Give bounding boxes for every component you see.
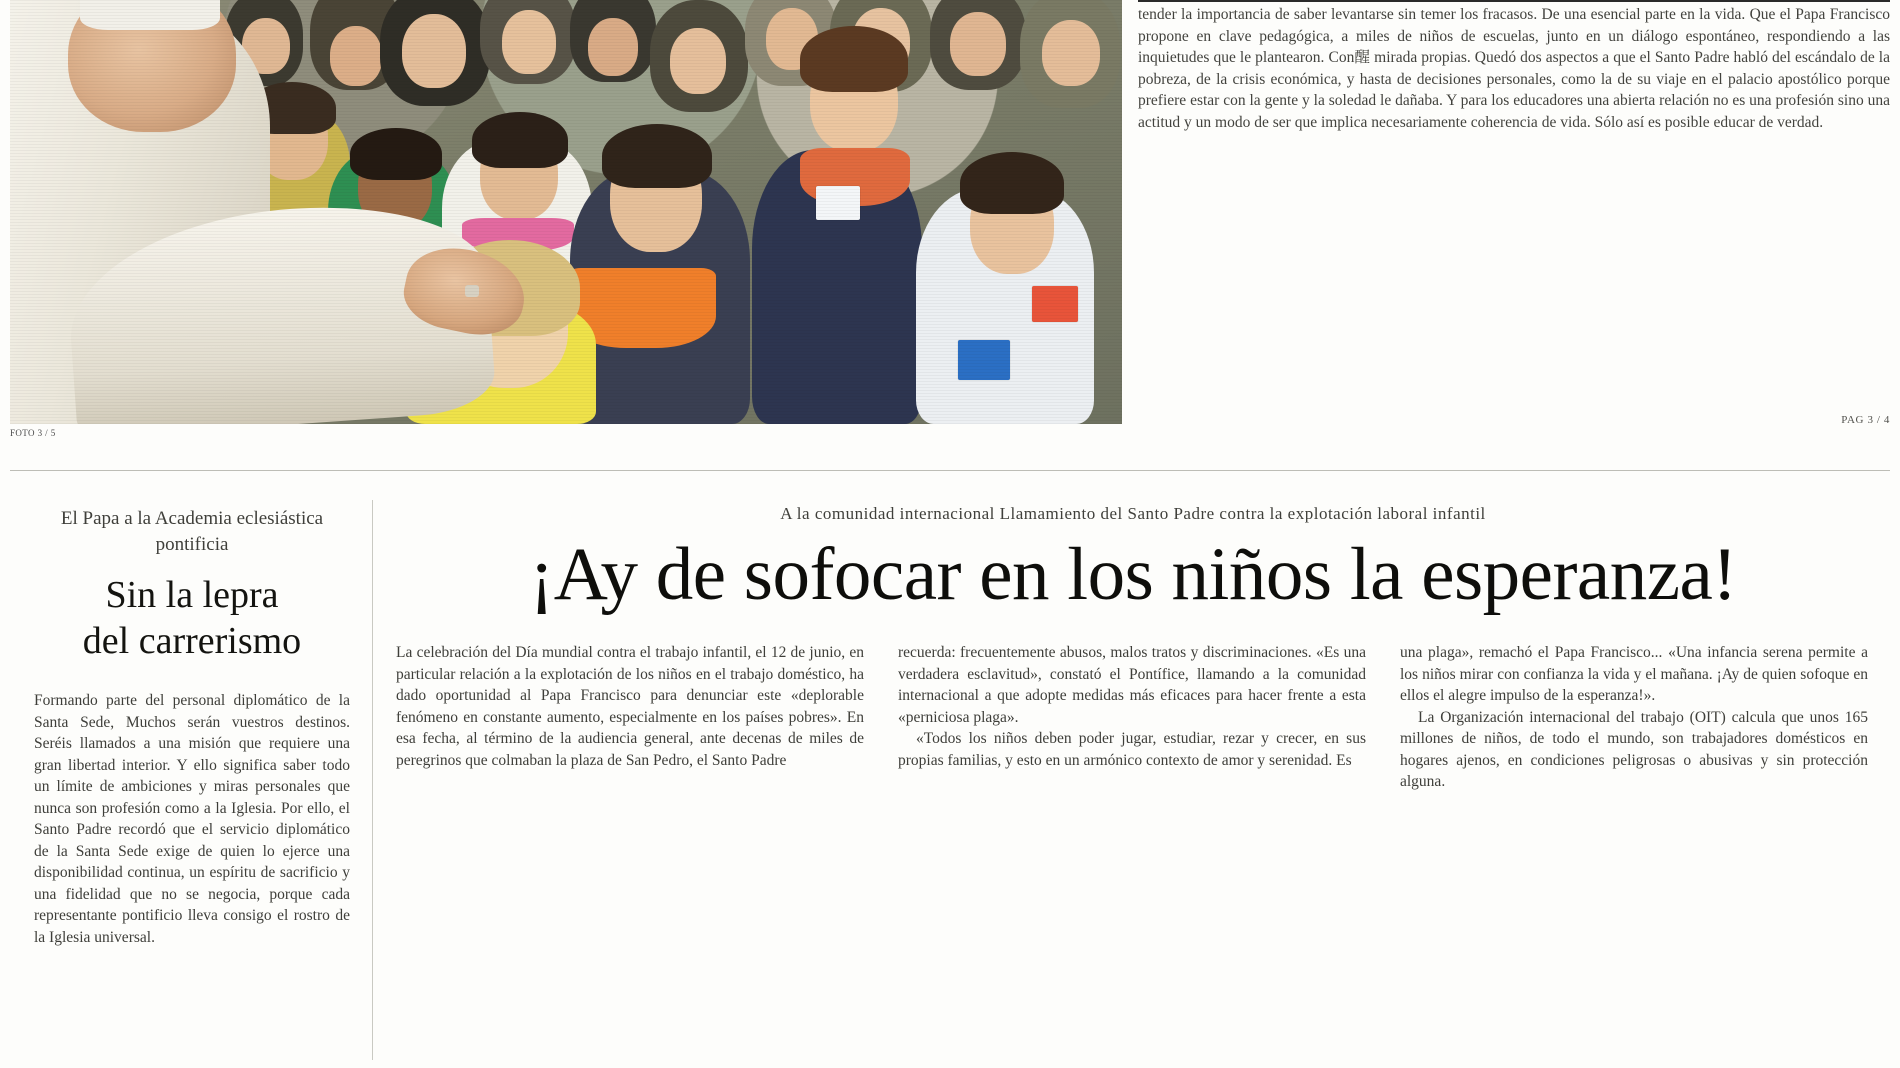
top-right-signature: PAG 3 / 4 <box>1841 414 1890 426</box>
main-column-1 <box>396 642 864 942</box>
paragraph: una plaga», remachó el Papa Francisco... «Una infancia serena permite a los niños mirar con confianza la vida y el mañana. ¡Ay de quien sofoque en ellos el alegre impulso de la esperanza!». <box>1400 644 1868 704</box>
column-rule <box>1138 0 1890 2</box>
main-article-kicker: A la comunidad internacional Llamamiento del Santo Padre contra la explotación laboral infantil <box>780 504 1486 523</box>
paragraph: La Organización internacional del trabajo (OIT) calcula que unos 165 millones de niños, de todo el mundo, son trabajadores domésticos en hogares ajenos, en condiciones peligrosas o abusivas y sin protección alguna. <box>1400 708 1868 790</box>
left-article-body: Formando parte del personal diplomático de la Santa Sede, Muchos serán vuestros destinos. Seréis llamados a una misión que requiere una gran libertad interior. Y ello significa saber todo un límite de ambiciones y miras personales que nunca son profesión como a la Iglesia. Por ello, el Santo Padre recordó que el servicio diplomático de la Santa Sede exige de quien lo ejerce una disponibilidad continua, un espíritu de sacrificio y una fidelidad que no se negocia, porque cada representante pontificio lleva consigo el rostro de la Iglesia universal. <box>34 692 350 946</box>
paragraph: recuerda: frecuentemente abusos, malos tratos y discriminaciones. «Es una verdadera esclavitud», constató el Pontífice, llamando a la comunidad internacional a que adopte medidas más eficaces para hacer frente a esta «perniciosa plaga». <box>898 644 1366 726</box>
photo-canvas <box>10 0 1122 424</box>
vertical-rule <box>372 500 373 1060</box>
main-article <box>396 504 1870 942</box>
left-article-headline <box>34 572 350 664</box>
main-column-3 <box>1400 642 1868 942</box>
pope-with-children-photo <box>10 0 1122 424</box>
left-headline-line-2: del carrerismo <box>82 620 302 662</box>
main-article-headline: ¡Ay de sofocar en los niños la esperanza! <box>529 533 1737 616</box>
left-headline-line-1: Sin la lepra <box>105 574 279 616</box>
main-column-2 <box>898 642 1366 942</box>
photo-credit: FOTO 3 / 5 <box>10 428 56 438</box>
bottom-section <box>0 486 1900 1068</box>
top-right-column <box>1138 0 1890 440</box>
main-article-columns <box>396 642 1870 942</box>
paragraph: «Todos los niños deben poder jugar, estudiar, rezar y crecer, en sus propias familias, y esto en un armónico contexto de amor y serenidad. Es <box>898 730 1366 769</box>
left-article <box>34 506 350 1050</box>
top-right-body: tender la importancia de saber levantarse sin temer los fracasos. De una esencial parte en la vida. Que el Papa Francisco propone en clave pedagógica, a miles de niños de escuelas, junto en un diálogo espontáneo, respondiendo a las inquietudes que le plantearon. Con醒 mirada propias. Quedó dos aspectos a que el Santo Padre habló del escándalo de la pobreza, de la crisis económica, y hasta de decisiones personales, como la de su viaje en el palacio apostólico porque prefiere estar con la gente y la soledad le dañaba. Y para los educadores una abierta relación no es una profesión sino una actitud y un modo de ser que implica necesariamente coherencia de vida. Sólo así es posible educar de verdad. <box>1138 6 1890 131</box>
top-section <box>0 0 1900 455</box>
left-article-kicker: El Papa a la Academia eclesiástica pontificia <box>60 508 324 555</box>
horizontal-divider <box>10 470 1890 471</box>
paragraph: La celebración del Día mundial contra el trabajo infantil, el 12 de junio, en particular relación a la explotación de los niños en el trabajo doméstico, ha dado oportunidad al Papa Francisco para denunciar este «deplorable fenómeno en constante aumento, especialmente en los países pobres». En esa fecha, al término de la audiencia general, ante decenas de miles de peregrinos que colmaban la plaza de San Pedro, el Santo Padre <box>396 644 864 769</box>
